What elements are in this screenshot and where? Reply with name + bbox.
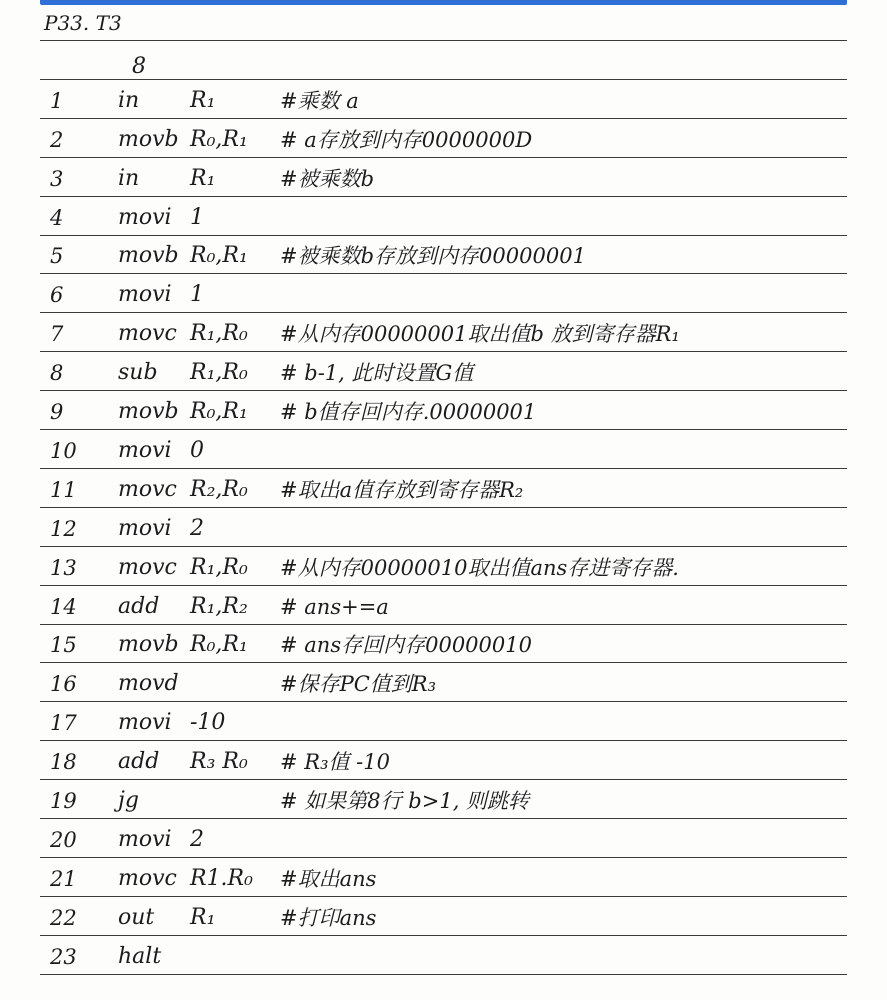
operands: 1 — [190, 282, 204, 307]
comment: #被乘数b — [280, 167, 375, 191]
operands: R₀,R₁ — [190, 399, 248, 424]
operands: -10 — [190, 710, 226, 735]
operands: 2 — [190, 516, 204, 541]
ruled-line — [40, 118, 847, 119]
ruled-line — [40, 701, 847, 702]
line-number: 3 — [50, 167, 64, 191]
operands: 0 — [190, 438, 204, 463]
line-number: 6 — [50, 283, 64, 307]
instruction: movc — [118, 555, 177, 580]
ruled-line — [40, 235, 847, 236]
instruction: jg — [118, 788, 139, 813]
instruction: add — [118, 594, 160, 619]
comment: # b值存回内存.00000001 — [280, 400, 537, 424]
operands: R₀,R₁ — [190, 632, 248, 657]
instruction: movc — [118, 866, 177, 891]
line-number: 13 — [50, 556, 77, 580]
operands: R1.R₀ — [190, 866, 253, 891]
comment: # b-1, 此时设置G值 — [280, 361, 474, 385]
line-number: 1 — [50, 89, 64, 113]
instruction: add — [118, 749, 160, 774]
instruction: movc — [118, 321, 177, 346]
comment: #从内存00000010取出值ans存进寄存器. — [280, 556, 679, 580]
line-number: 15 — [50, 633, 77, 657]
ruled-line — [40, 546, 847, 547]
instruction: in — [118, 88, 140, 113]
instruction: movi — [118, 205, 172, 230]
instruction: movi — [118, 438, 172, 463]
ruled-line — [40, 624, 847, 625]
operands: R₁,R₂ — [190, 594, 248, 619]
instruction: movi — [118, 516, 172, 541]
comment: #取出a值存放到寄存器R₂ — [280, 478, 524, 502]
comment: #被乘数b存放到内存00000001 — [280, 244, 586, 268]
operands: R₃ R₀ — [190, 749, 248, 774]
comment: # a存放到内存0000000D — [280, 128, 533, 152]
ruled-line — [40, 935, 847, 936]
instruction: movb — [118, 399, 179, 424]
ruled-line — [40, 390, 847, 391]
instruction: movb — [118, 243, 179, 268]
ruled-line — [40, 429, 847, 430]
line-number: 14 — [50, 595, 77, 619]
line-number: 23 — [50, 945, 77, 969]
ruled-line — [40, 196, 847, 197]
operands: R₀,R₁ — [190, 243, 248, 268]
ruled-line — [40, 157, 847, 158]
line-number: 20 — [50, 828, 77, 852]
comment: # ans存回内存00000010 — [280, 633, 532, 657]
page-title: P33. T3 — [44, 11, 122, 35]
instruction: movi — [118, 827, 172, 852]
ruled-line — [40, 40, 847, 41]
operands: R₁ — [190, 88, 216, 113]
ruled-line — [40, 779, 847, 780]
comment: # 如果第8行 b>1, 则跳转 — [280, 789, 530, 813]
operands: R₁,R₀ — [190, 360, 248, 385]
line-number: 21 — [50, 867, 77, 891]
instruction: sub — [118, 360, 158, 385]
ruled-line — [40, 974, 847, 975]
line-number: 18 — [50, 750, 77, 774]
page-subtitle: 8 — [132, 54, 146, 79]
comment: #从内存00000001取出值b 放到寄存器R₁ — [280, 322, 680, 346]
instruction: movc — [118, 477, 177, 502]
instruction: movb — [118, 127, 179, 152]
line-number: 5 — [50, 244, 64, 268]
operands: R₁ — [190, 905, 216, 930]
line-number: 9 — [50, 400, 64, 424]
comment: #保存PC值到R₃ — [280, 672, 437, 696]
instruction: movi — [118, 710, 172, 735]
ruled-line — [40, 468, 847, 469]
line-number: 16 — [50, 672, 77, 696]
instruction: movi — [118, 282, 172, 307]
operands: 2 — [190, 827, 204, 852]
operands: R₁,R₀ — [190, 321, 248, 346]
ruled-line — [40, 662, 847, 663]
comment: # R₃值 -10 — [280, 750, 390, 774]
ruled-line — [40, 740, 847, 741]
line-number: 10 — [50, 439, 77, 463]
operands: 1 — [190, 205, 204, 230]
comment: # ans+=a — [280, 595, 389, 619]
ruled-line — [40, 312, 847, 313]
operands: R₁,R₀ — [190, 555, 248, 580]
instruction: out — [118, 905, 155, 930]
ruled-line — [40, 507, 847, 508]
line-number: 7 — [50, 322, 64, 346]
line-number: 22 — [50, 906, 77, 930]
ruled-line — [40, 273, 847, 274]
ruled-line — [40, 351, 847, 352]
line-number: 11 — [50, 478, 77, 502]
line-number: 4 — [50, 206, 64, 230]
ruled-line — [40, 818, 847, 819]
comment: #打印ans — [280, 906, 377, 930]
comment: #乘数 a — [280, 89, 359, 113]
ruled-line — [40, 79, 847, 80]
line-number: 19 — [50, 789, 77, 813]
ruled-line — [40, 896, 847, 897]
comment: #取出ans — [280, 867, 377, 891]
instruction: in — [118, 166, 140, 191]
operands: R₀,R₁ — [190, 127, 248, 152]
ruled-line — [40, 585, 847, 586]
instruction: halt — [118, 944, 162, 969]
instruction: movd — [118, 671, 179, 696]
operands: R₁ — [190, 166, 216, 191]
line-number: 8 — [50, 361, 64, 385]
ruled-line — [40, 857, 847, 858]
instruction: movb — [118, 632, 179, 657]
operands: R₂,R₀ — [190, 477, 248, 502]
line-number: 2 — [50, 128, 64, 152]
page-top-edge — [40, 0, 847, 5]
line-number: 12 — [50, 517, 77, 541]
line-number: 17 — [50, 711, 77, 735]
